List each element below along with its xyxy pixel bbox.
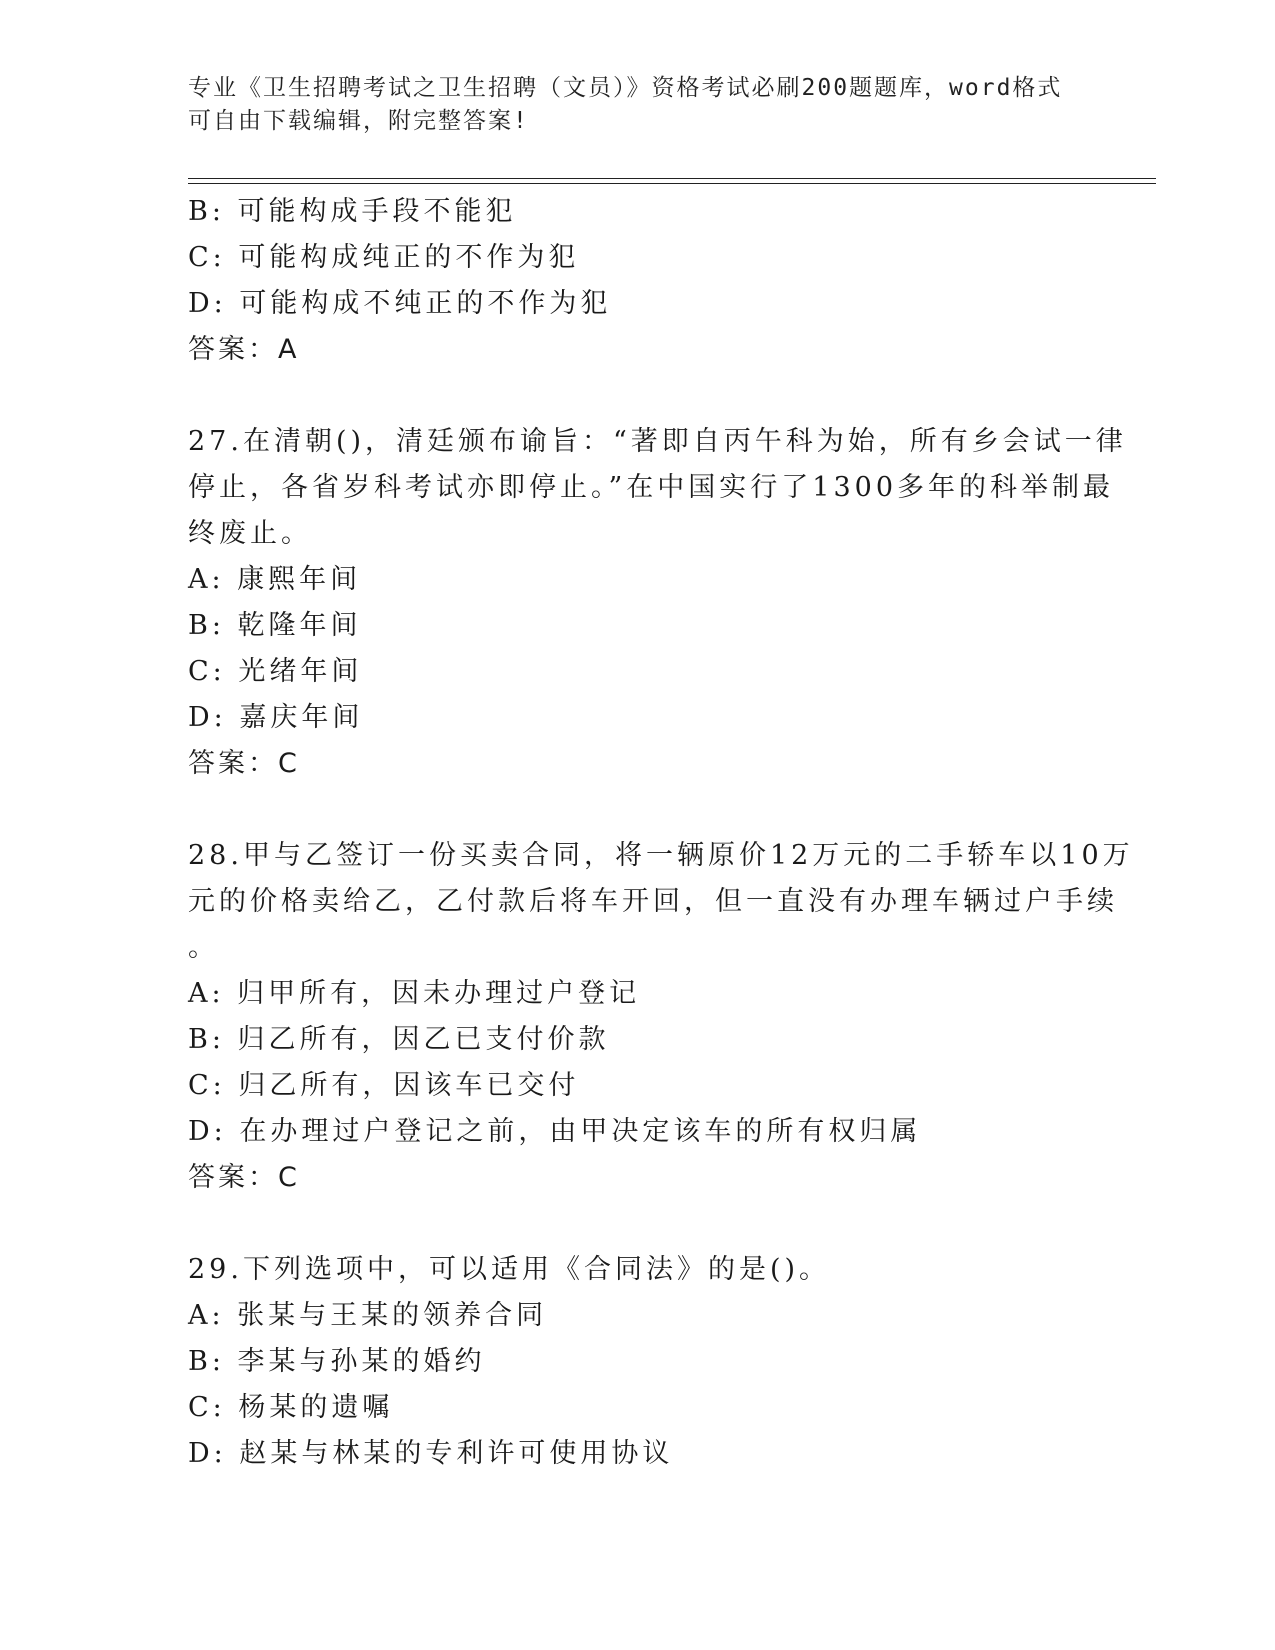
answer-line: 答案：C xyxy=(188,1162,300,1193)
header-line-1: 专业《卫生招聘考试之卫生招聘（文员）》资格考试必刷200题题库，word格式 xyxy=(188,75,1063,101)
option-c: C: 光绪年间 xyxy=(188,656,363,687)
option-a: A: 康熙年间 xyxy=(188,564,362,595)
question-stem-line: 停止，各省岁科考试亦即停止。”在中国实行了1300多年的科举制最 xyxy=(188,472,1115,503)
question-26-tail xyxy=(188,189,1088,373)
question-27 xyxy=(188,419,1127,787)
option-b: B: 归乙所有，因乙已支付价款 xyxy=(188,1024,610,1055)
question-stem-line: 元的价格卖给乙，乙付款后将车开回，但一直没有办理车辆过户手续 xyxy=(188,886,1118,917)
option-d: D: 可能构成不纯正的不作为犯 xyxy=(188,288,612,319)
spacer xyxy=(188,787,1088,833)
question-stem-line: 27.在清朝()，清廷颁布谕旨：“著即自丙午科为始，所有乡会试一律 xyxy=(188,426,1127,457)
option-b: B: 李某与孙某的婚约 xyxy=(188,1346,486,1377)
answer-line: 答案：A xyxy=(188,334,300,365)
question-stem-line: 29.下列选项中，可以适用《合同法》的是()。 xyxy=(188,1254,831,1285)
spacer xyxy=(188,1201,1088,1247)
question-stem-line: 。 xyxy=(188,932,219,963)
question-stem-line: 28.甲与乙签订一份买卖合同，将一辆原价12万元的二手轿车以10万 xyxy=(188,840,1134,871)
spacer xyxy=(188,373,1088,419)
question-29 xyxy=(188,1247,1088,1477)
option-a: A: 张某与王某的领养合同 xyxy=(188,1300,548,1331)
question-content xyxy=(188,189,1134,1477)
option-a: A: 归甲所有，因未办理过户登记 xyxy=(188,978,641,1009)
option-c: C: 可能构成纯正的不作为犯 xyxy=(188,242,580,273)
answer-line: 答案：C xyxy=(188,748,300,779)
document-header xyxy=(188,72,1088,138)
option-d: D: 赵某与林某的专利许可使用协议 xyxy=(188,1438,674,1469)
option-b: B: 乾隆年间 xyxy=(188,610,362,641)
header-line-2: 可自由下载编辑，附完整答案! xyxy=(188,108,529,134)
header-divider-bottom xyxy=(188,183,1156,184)
option-d: D: 嘉庆年间 xyxy=(188,702,364,733)
header-divider-top xyxy=(188,178,1156,179)
question-28 xyxy=(188,833,1134,1201)
option-c: C: 杨某的遗嘱 xyxy=(188,1392,394,1423)
question-stem-line: 终废止。 xyxy=(188,518,312,549)
option-b: B: 可能构成手段不能犯 xyxy=(188,196,517,227)
option-d: D: 在办理过户登记之前，由甲决定该车的所有权归属 xyxy=(188,1116,922,1147)
option-c: C: 归乙所有，因该车已交付 xyxy=(188,1070,580,1101)
